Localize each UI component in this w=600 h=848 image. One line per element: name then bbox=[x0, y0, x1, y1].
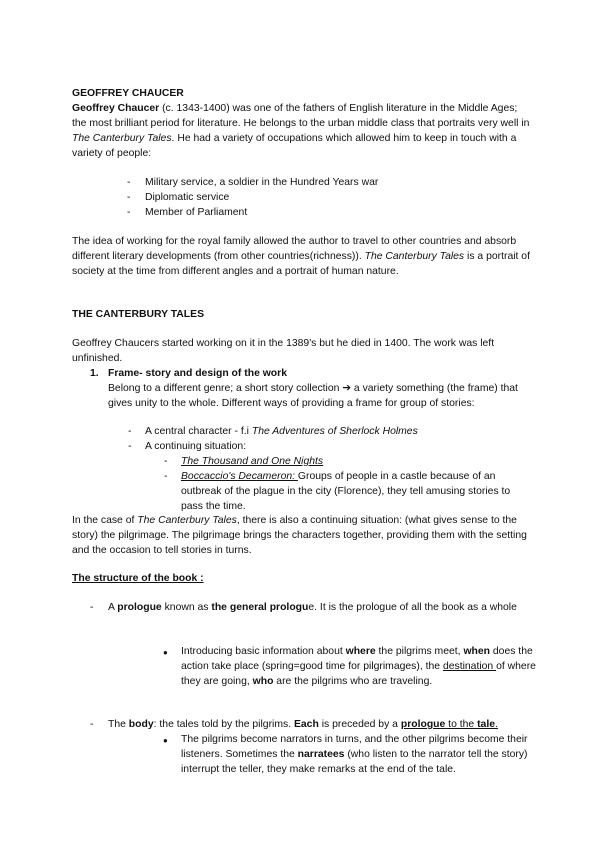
pb-when: when bbox=[463, 646, 490, 657]
bb-a: The pilgrims become narrators in turns, and the other pilgrims become their listeners. Sometimes the bbox=[181, 734, 528, 760]
pb-e: are the pilgrims who are traveling. bbox=[273, 676, 433, 687]
prologue-word: prologue bbox=[117, 602, 162, 613]
bullet-marker: ● bbox=[163, 648, 168, 657]
structure-title: The structure of the book : bbox=[72, 573, 204, 584]
intro-text-b: . He had a variety of occupations which allowed him to keep in touch with a variety of people: bbox=[72, 133, 517, 159]
frame-text-b: a variety something (the frame) that gives unity to the whole. Different ways of providing a frame for group of stories: bbox=[108, 383, 518, 409]
list-item bbox=[145, 424, 418, 439]
boccaccio-text: Groups of people in a castle because of an outbreak of the plague in the city (Florence), they tell amusing stories to pass the time. bbox=[181, 471, 511, 512]
list-item: A continuing situation: bbox=[145, 441, 247, 452]
body-word: body bbox=[128, 719, 154, 730]
intro-work: The Canterbury Tales bbox=[72, 133, 172, 144]
case-paragraph bbox=[72, 513, 534, 558]
body-b: : the tales told by the pilgrims. bbox=[153, 719, 294, 730]
case-text-b: , there is also a continuing situation: (what gives sense to the story) the pilgrimage. The pilgrimage brings the characters together, providing them with the setting and the occasion to tell stories in turns. bbox=[72, 515, 527, 556]
pb-b: the pilgrims meet, bbox=[375, 646, 464, 657]
started-paragraph: Geoffrey Chaucers started working on it in the 1389's but he died in 1400. The work was left unfinished. bbox=[72, 338, 495, 364]
frame-paragraph bbox=[108, 381, 538, 411]
body-tale: tale bbox=[477, 719, 495, 730]
dash-marker: - bbox=[164, 471, 168, 482]
prologue-b: known as bbox=[161, 602, 212, 613]
dash-marker: - bbox=[127, 177, 131, 188]
prologue-paragraph bbox=[108, 600, 528, 615]
list-item: The Thousand and One Nights bbox=[181, 456, 324, 467]
bb-narratees: narratees bbox=[297, 749, 345, 760]
pb-where: where bbox=[345, 646, 376, 657]
case-text-a: In the case of bbox=[72, 515, 138, 526]
body-bullet-paragraph bbox=[181, 732, 536, 777]
pb-destination: destination bbox=[442, 661, 497, 672]
pb-c: does the action take place (spring=good time for pilgrimages), the bbox=[181, 646, 533, 672]
body-d: to the bbox=[445, 719, 478, 730]
case-work: The Canterbury Tales bbox=[137, 515, 237, 526]
intro-text-a: (c. 1343-1400) was one of the fathers of English literature in the Middle Ages; the most brilliant period for literature. He belongs to the urban middle class that portraits very well in bbox=[72, 103, 530, 129]
intro-paragraph bbox=[72, 101, 534, 161]
bullet-marker: ● bbox=[163, 736, 168, 745]
dash-marker: - bbox=[90, 602, 94, 613]
royal-text-a: The idea of working for the royal family allowed the author to travel to other countries and absorb different literary developments (from other countries(richness)). bbox=[72, 236, 517, 262]
prologue-c: e. It is the prologue of all the book as a whole bbox=[308, 602, 517, 613]
pb-who: who bbox=[252, 676, 274, 687]
royal-text-b: is a portrait of society at the time from different angles and a portrait of human nature. bbox=[72, 251, 530, 277]
prologue-bullet-paragraph bbox=[181, 644, 536, 689]
boccaccio-title: Boccaccio's Decameron: bbox=[181, 471, 298, 482]
arrow-icon: ➔ bbox=[342, 383, 352, 394]
body-prologue: prologue bbox=[400, 719, 446, 730]
general-prologue: the general prologu bbox=[211, 602, 309, 613]
prologue-a: A bbox=[108, 602, 118, 613]
body-paragraph bbox=[108, 717, 548, 732]
central-text: A central character - f.i bbox=[145, 426, 252, 437]
pb-a: Introducing basic information about bbox=[181, 646, 346, 657]
dash-marker: - bbox=[127, 192, 131, 203]
dash-marker: - bbox=[128, 426, 132, 437]
body-a: The bbox=[108, 719, 129, 730]
frame-title: Frame- story and design of the work bbox=[108, 368, 287, 379]
body-c: is preceded by a bbox=[318, 719, 401, 730]
dash-marker: - bbox=[128, 441, 132, 452]
section-title: THE CANTERBURY TALES bbox=[72, 309, 205, 320]
list-item: Military service, a soldier in the Hundred Years war bbox=[145, 177, 379, 188]
body-e: . bbox=[494, 719, 498, 730]
boccaccio-paragraph bbox=[181, 469, 531, 514]
page-title: GEOFFREY CHAUCER bbox=[72, 88, 184, 99]
frame-text-a: Belong to a different genre; a short story collection bbox=[108, 383, 343, 394]
list-item: Member of Parliament bbox=[145, 207, 248, 218]
pb-d: of where they are going, bbox=[181, 661, 536, 687]
dash-marker: - bbox=[127, 207, 131, 218]
author-name: Geoffrey Chaucer bbox=[72, 103, 160, 114]
royal-work: The Canterbury Tales bbox=[364, 251, 465, 262]
central-work: The Adventures of Sherlock Holmes bbox=[251, 426, 418, 437]
item-number: 1. bbox=[90, 368, 99, 379]
royal-paragraph bbox=[72, 234, 534, 279]
list-item: Diplomatic service bbox=[145, 192, 230, 203]
body-each: Each bbox=[293, 719, 319, 730]
dash-marker: - bbox=[164, 456, 168, 467]
dash-marker: - bbox=[90, 719, 94, 730]
bb-b: (who listen to the narrator tell the story) interrupt the teller, they make remarks at the end of the tale. bbox=[181, 749, 528, 775]
